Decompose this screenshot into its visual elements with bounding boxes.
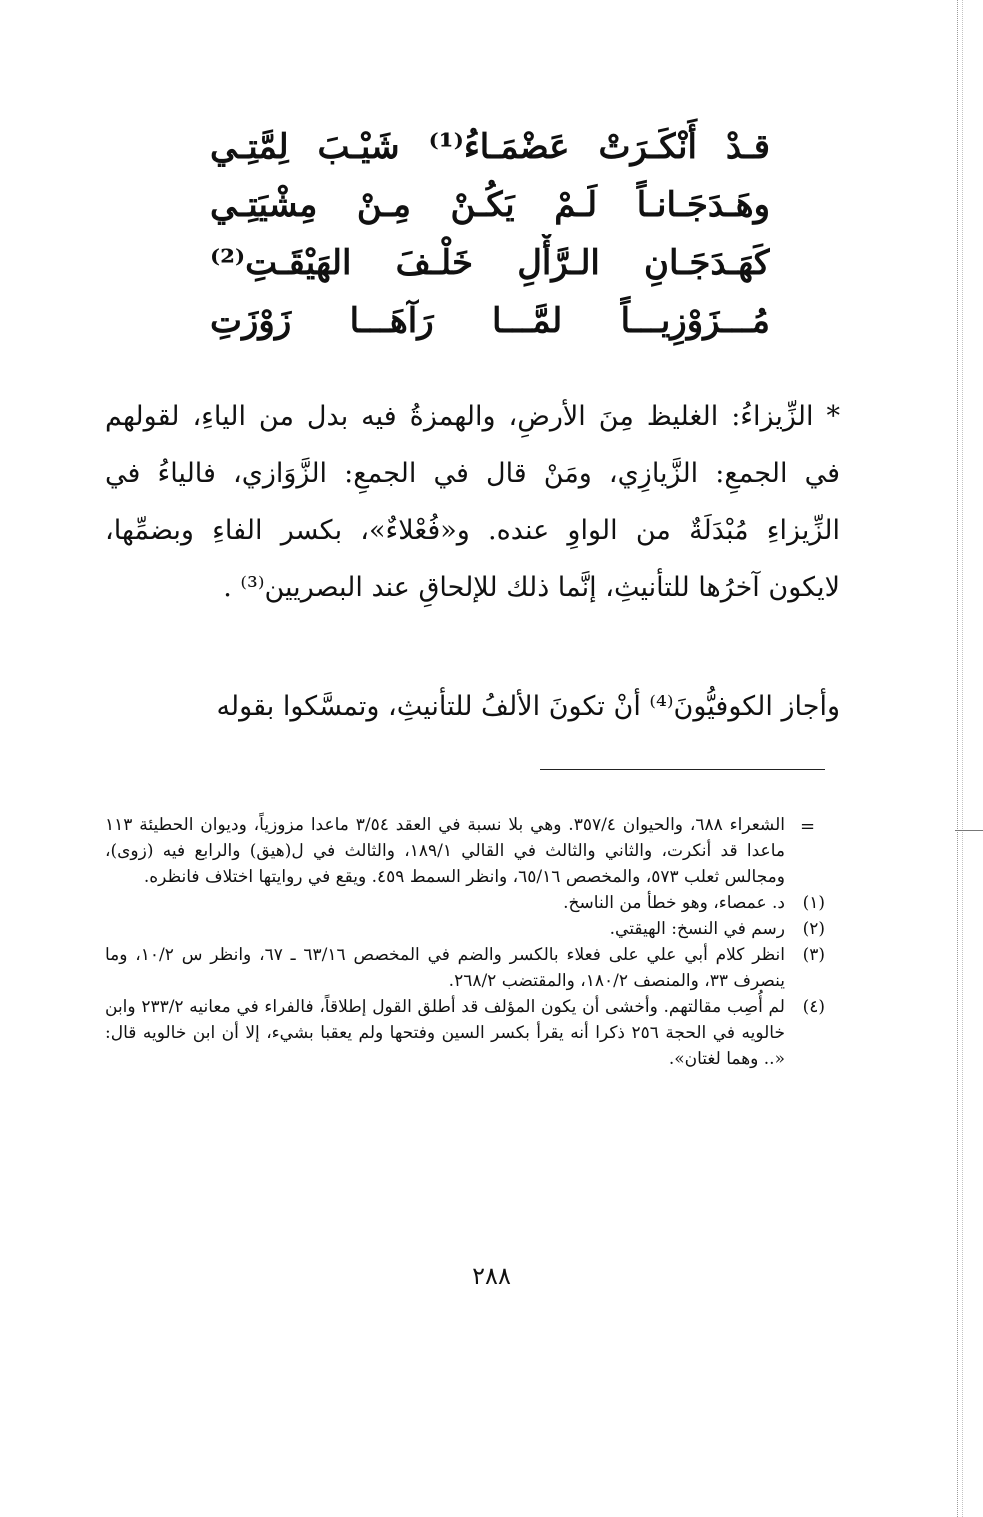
footnote-mark: (١) <box>802 893 825 913</box>
scan-edge-tick <box>955 830 983 831</box>
continuation-paragraph: وأجاز الكوفيُّونَ⁽⁴⁾ أنْ تكونَ الألفُ للتأنيثِ، وتمسَّكوا بقوله <box>216 691 840 722</box>
verse-line-2: وهَـدَجَـانـاً لَـمْ يَكُـنْ مِـنْ مِشْيَتِـي <box>210 185 770 225</box>
footnote-separator <box>540 769 825 770</box>
footnote-text: لم أُصِب مقالتهم. وأخشى أن يكون المؤلف قد أطلق القول إطلاقاً، فالفراء في معانيه ٢٣٣/٢ وابن خالويه في الحجة ٢٥٦ ذكرا أنه يقرأ بكسر السين وفتحها ولم يعقبا بشيء، إلا أن ابن خالويه قال: «.. وهما لغتان». <box>105 997 785 1069</box>
commentary-paragraph: * الزِّيزاءُ: الغليظ مِنَ الأرضِ، والهمزةُ فيه بدل من الياءِ، لقولهم في الجمعِ: الزَّيازِي، ومَنْ قال في الجمعِ: الزَّوَازي، فالياءُ في الزِّيزاءِ مُبْدَلَةٌ من الواوِ عنده. و«فُعْلاءٌ»، بكسر الفاءِ وبضمِّها، لايكون آخرُها للتأنيثِ، إنَّما ذلك للإلحاقِ عند البصريين⁽³⁾ . <box>105 401 840 603</box>
footnotes <box>105 812 825 1072</box>
verse-line-1: قـدْ أَنْكَـرَتْ عَضْمَـاءُ⁽¹⁾ شَيْـبَ لِمَّتِـي <box>210 127 770 167</box>
verse-line-4: مُـــزَوْزِيـــاً لمَّـــا رَآهَـــا زَوْزَتِ <box>210 301 770 341</box>
footnote-1 <box>105 890 825 916</box>
footnote-text: الشعراء ٦٨٨، والحيوان ٣٥٧/٤. وهي بلا نسبة في العقد ٣/٥٤ ماعدا مزوزياً، وديوان الحطيئة ١١٣ ماعدا قد أنكرت، والثاني والثالث في القالي ١٨٩/١، والثالث في ل(هيق) والرابع فيه (زوى)، ومجالس ثعلب ٥٧٣، والمخصص ٦٥/١٦، وانظر السمط ٤٥٩. ويقع في روايتها اختلاف فانظره. <box>105 815 785 887</box>
footnote-text: انظر كلام أبي علي على فعلاء بالكسر والضم في المخصص ٦٣/١٦ ـ ٦٧، وانظر س ١٠/٢، وما ينصرف ٣٣، والمنصف ١٨٠/٢، والمقتضب ٢٦٨/٢. <box>105 945 785 991</box>
verse-line-3: كَهَـدَجَـانِ الـرَّأْلِ خَلْـفَ الهَيْقَـتِ⁽²⁾ <box>210 243 770 283</box>
page-number: ٢٨٨ <box>472 1262 511 1290</box>
footnote-continuation <box>105 812 825 890</box>
footnote-4 <box>105 994 825 1072</box>
footnote-2 <box>105 916 825 942</box>
footnote-3 <box>105 942 825 994</box>
footnote-mark: (٤) <box>802 997 825 1017</box>
footnote-continuation-mark: = <box>800 816 816 837</box>
footnote-mark: (٣) <box>802 945 825 965</box>
footnote-text: رسم في النسخ: الهيقتي. <box>609 919 785 939</box>
footnote-mark: (٢) <box>802 919 825 939</box>
footnote-text: د. عمصاء، وهو خطأ من الناسخ. <box>563 893 785 913</box>
poem-verses <box>210 118 770 350</box>
